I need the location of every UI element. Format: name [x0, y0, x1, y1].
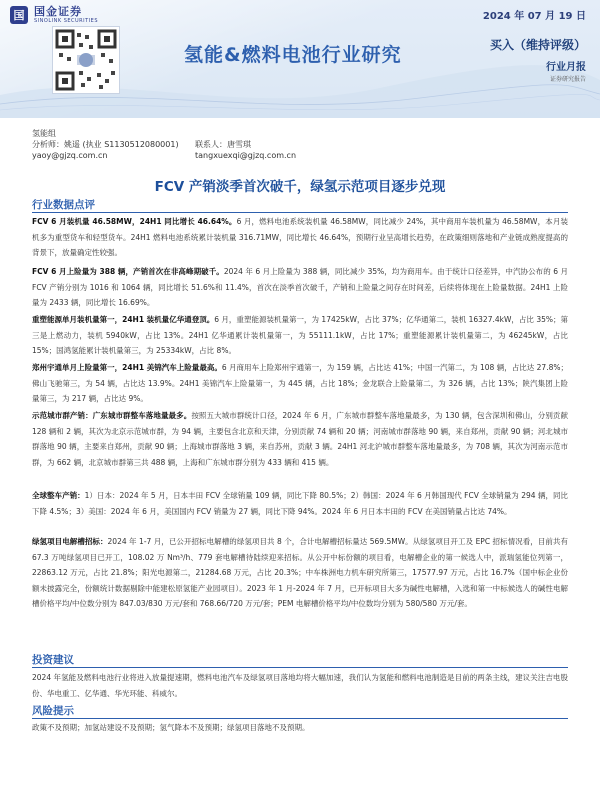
- brand-name: 国金证券: [34, 5, 82, 18]
- paragraph-demo-cities: [32, 408, 568, 470]
- section-rule: [32, 212, 568, 213]
- report-date: 2024 年 07 月 19 日: [482, 11, 586, 22]
- paragraph-electrolyzer: [32, 534, 568, 612]
- report-subtype: 证券研究报告: [549, 76, 586, 83]
- paragraph-lead: 重塑能源单月装机量第一，24H1 装机量亿华通登顶。: [32, 315, 215, 324]
- contact-email[interactable]: tangxuexqi@gjzq.com.cn: [195, 151, 297, 160]
- brand-name-en: SINOLINK SECURITIES: [34, 18, 98, 24]
- paragraph-lead: FCV 6 月装机量 46.58MW，24H1 同比增长 46.64%。: [32, 217, 237, 226]
- paragraph-fcv-insurance: [32, 264, 568, 311]
- section-heading-data: 行业数据点评: [32, 199, 95, 211]
- paragraph-body: 6 月，燃料电池系统装机量 46.58MW，同比减少 24%，其中商用车装机量为 46.58MW，本月装机多为重型货车和轻型货车。24H1 燃料电池系统累计装机量 316.71MW，同比增长 46.64%，预期行业呈高增长趋势，在政策细则落地和产业链成熟度提高的背景下，放量确定性较强。: [32, 217, 568, 257]
- report-header: [0, 0, 600, 118]
- paragraph-lead: 绿氢项目电解槽招标：: [32, 537, 108, 546]
- brand-mark-icon: 国: [10, 6, 28, 24]
- brand-logo: [10, 6, 98, 24]
- section-heading-risk: 风险提示: [32, 705, 74, 717]
- section-rule: [32, 718, 568, 719]
- paragraph-global-sales: [32, 488, 568, 519]
- paragraph-lead: FCV 6 月上险量为 388 辆，产销首次在非高峰期破千。: [32, 267, 224, 276]
- rating-badge: 买入（维持评级）: [489, 38, 586, 52]
- qr-code-icon: [52, 26, 120, 94]
- paragraph-body: 6 月商用车上险郑州宇通第一，为 159 辆，占比达 41%；中国一汽第二，为 108 辆，占比达 27.8%；佛山飞驰第三，为 54 辆，占比达 13.9%。24H1 美锦汽车上险量第一，为 445 辆，占比 18%；金龙联合上险量第二，为 326 辆，占比 13%；陕汽集团上险量第三，为 217 辆，占比达 9%。: [32, 363, 568, 403]
- paragraph-lead: 示范城市群产销：广东城市群整车落地量最多。: [32, 411, 192, 420]
- paragraph-install-ranking: [32, 312, 568, 359]
- paragraph-lead: 郑州宇通单月上险量第一，24H1 美锦汽车上险量最高。: [32, 363, 222, 372]
- paragraph-body: 1）日本：2024 年 5 月，日本丰田 FCV 全球销量 109 辆，同比下降 80.5%；2）韩国：2024 年 6 月韩国现代 FCV 全球销量为 294 辆，同比下降 4.5%；3）美国：2024 年 6 月，美国国内 FCV 销量为 27 辆，同比下降 94%。2024 年 6 月日本丰田的 FCV 在美国销量占比达 74%。: [32, 491, 569, 516]
- section-heading-advice: 投资建议: [32, 654, 74, 666]
- analyst-info: [32, 128, 296, 161]
- team-name: 氢能组: [32, 129, 56, 138]
- paragraph-risk: 政策不及预期；加氢站建设不及预期；氢气降本不及预期；绿氢项目落地不及预期。: [32, 723, 310, 732]
- section-rule: [32, 667, 568, 668]
- analyst-name: 分析师：姚遥 (执业 S1130512080001): [32, 140, 179, 149]
- analyst-email[interactable]: yaoy@gjzq.com.cn: [32, 151, 108, 160]
- report-type: 行业月报: [546, 62, 586, 73]
- paragraph-insurance-ranking: [32, 360, 568, 407]
- paragraph-body: 6 月，重塑能源装机量第一，为 17425kW，占比 37%；亿华通第二，装机 16327.4kW，占比 35%；第三是上燃动力，装机 5940kW，占比 13%。24H1 亿华通累计装机量第一，为 55111.1kW，占比 17%；重塑能源累计装机量第二，为 46245kW，占比 15%；国鸿氢能累计装机量第三，为 25334kW，占比 8%。: [32, 315, 569, 355]
- paragraph-body: 按照五大城市群统计口径，2024 年 6 月，广东城市群整车落地量最多，为 130 辆，包含深圳和佛山，分别贡献 128 辆和 2 辆，其次为北京示范城市群，为 94 辆，主要包含北京和天津，分别贡献 74 辆和 20 辆；河南城市群落地 90 辆，来自郑州，贡献 90 辆；河北城市群落地 90 辆，主要来自郑州，贡献 90 辆；上海城市群落地 3 辆，来自苏州，贡献 3 辆。24H1 河北沪城市群整车落地量最多，为 708 辆，其次为河南示范市群，为 662 辆，北京城市群第三共 488 辆，上海和广东城市群分别为 433 辆和 415 辆。: [32, 411, 569, 467]
- paragraph-body: 2024 年 1-7 月，已公开招标电解槽的绿氢项目共 8 个，合计电解槽招标量达 569.5MW。从绿氢项目开工及 EPC 招标情况看，目前共有 67.3 万吨绿氢项目已开工，108.02 万 Nm³/h、779 套电解槽待陆续迎来招标。从公开中标份额的项目看，电解槽企业的第一候选人中，派瑞氢能位列第一，22863.12 万元，占比 21.8%；阳光电源第二，21284.68 万元，占比 20.3%；中车株洲电力机车研究所第三，17577.97 万元，占比 16.7%（国中标企业份额未披露完全，份额统计数据剔除中能建松原氢能产业园项目）。2023 年 1 月-2024 年 7 月，已开标项目大多为碱性电解槽，入选和第一中标候选人的碱性电解槽价格平均/中位数分别为 847.03/830 万元/套和 768.66/720 万元/套；PEM 电解槽价格平均/中位数均分别为 580/580 万元/套。: [32, 537, 568, 608]
- contact-name: 联系人：唐雪琪: [195, 140, 251, 149]
- paragraph-advice: 2024 年氢能及燃料电池行业将进入放量提速期，燃料电池汽车及绿氢项目落地均将大幅加速，我们认为氢能和燃料电池制造是目前的两条主线，建议关注吉电股份、华电重工、亿华通、华光环能、科威尔。: [32, 673, 568, 698]
- paragraph-lead: 全球整车产销：: [32, 491, 85, 500]
- report-title: 氢能&燃料电池行业研究: [184, 44, 402, 66]
- paragraph-body: 2024 年 6 月上险量为 388 辆，同比减少 35%，均为商用车。由于统计口径差异，中汽协公布的 6 月 FCV 产销分别为 1016 和 1064 辆，同比增长 51.6%和 11.4%，首次在淡季首次破千，产销和上险量之间存在时间差，后续将体现在上险量数据。24H1 上险量为 2433 辆，同比增长 16.69%。: [32, 267, 569, 307]
- paragraph-fcv-install: [32, 214, 568, 261]
- main-title: FCV 产销淡季首次破千，绿氢示范项目逐步兑现: [154, 179, 446, 195]
